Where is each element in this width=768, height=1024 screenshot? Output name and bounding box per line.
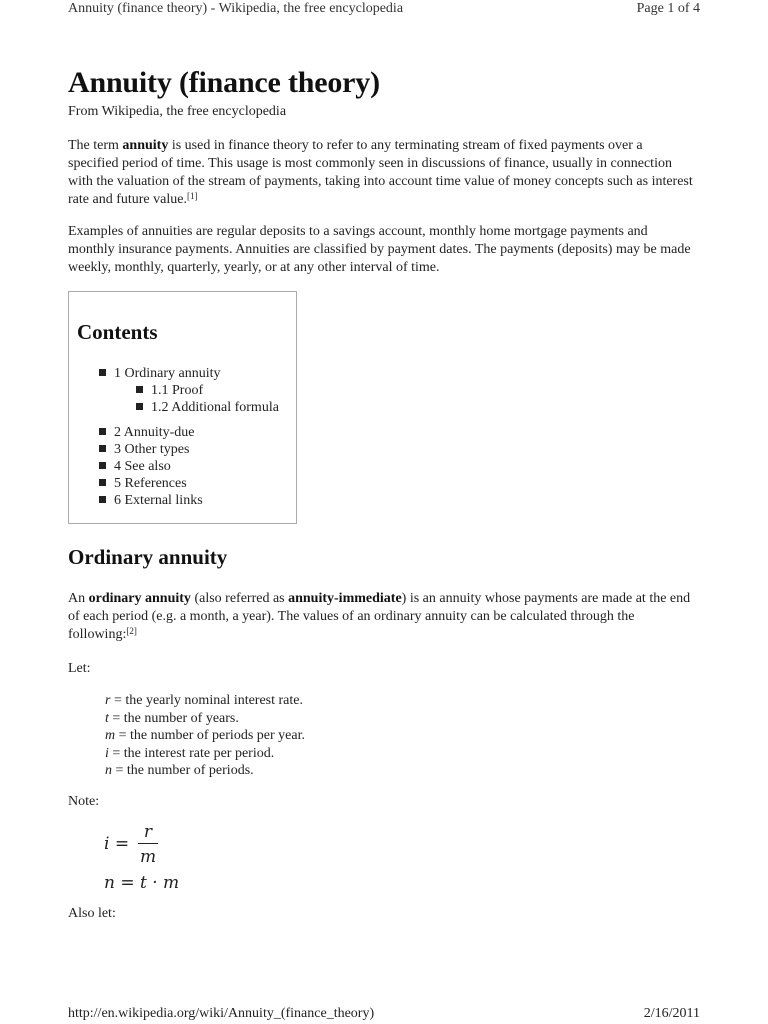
bullet-icon — [99, 479, 106, 486]
formula-number-of-periods: n = t · m — [104, 873, 180, 893]
footer-date: 2/16/2011 — [643, 1006, 700, 1021]
let-label: Let: — [68, 661, 91, 676]
toc-item-ordinary-annuity[interactable]: 1 Ordinary annuity — [99, 365, 221, 382]
bullet-icon — [99, 462, 106, 469]
bullet-icon — [99, 445, 106, 452]
toc-title: Contents — [77, 320, 158, 344]
also-let-label: Also let: — [68, 906, 116, 921]
toc-item-additional-formula[interactable]: 1.2 Additional formula — [136, 399, 279, 416]
citation-1[interactable]: [1] — [186, 191, 198, 201]
bullet-icon — [99, 496, 106, 503]
toc-item-external-links[interactable]: 6 External links — [99, 492, 203, 509]
intro-paragraph-1: The term annuity is used in finance theory to refer to any terminating stream of fixed payments over a specified period of time. This usage is most commonly seen in discussions of finance, usually in connection with the valuation of the stream of payments, taking into account time value of money concepts such as interest rate and future value.[1] — [68, 138, 693, 207]
section-heading-ordinary-annuity: Ordinary annuity — [68, 545, 228, 569]
definition-m: m = the number of periods per year. — [105, 728, 305, 743]
term-annuity: annuity — [122, 138, 169, 153]
table-of-contents — [68, 291, 297, 524]
bullet-icon — [136, 403, 143, 410]
toc-item-annuity-due[interactable]: 2 Annuity-due — [99, 424, 195, 441]
definition-r: r = the yearly nominal interest rate. — [105, 693, 304, 708]
formula-interest-per-period: i = r m — [104, 822, 157, 867]
intro-paragraph-2: Examples of annuities are regular deposits to a savings account, monthly home mortgage payments and monthly insurance payments. Annuities are classified by payment dates. The payments (deposits) may be made weekly, monthly, quarterly, yearly, or at any other interval of time. — [68, 224, 691, 275]
page-subtitle: From Wikipedia, the free encyclopedia — [68, 104, 287, 119]
toc-item-proof[interactable]: 1.1 Proof — [136, 382, 203, 399]
bullet-icon — [136, 386, 143, 393]
note-label: Note: — [68, 794, 100, 809]
citation-2[interactable]: [2] — [126, 626, 137, 636]
print-header-title: Annuity (finance theory) - Wikipedia, the free encyclopedia — [68, 1, 404, 16]
page-title: Annuity (finance theory) — [68, 66, 380, 99]
toc-item-other-types[interactable]: 3 Other types — [99, 441, 189, 458]
definition-n: n = the number of periods. — [105, 763, 254, 778]
bullet-icon — [99, 428, 106, 435]
toc-item-see-also[interactable]: 4 See also — [99, 458, 171, 475]
toc-item-references[interactable]: 5 References — [99, 475, 187, 492]
bullet-icon — [99, 369, 106, 376]
ordinary-annuity-paragraph: An ordinary annuity (also referred as annuity-immediate) is an annuity whose payments are made at the end of each period (e.g. a month, a year). The values of an ordinary annuity can be calculated through the following:[2] — [68, 591, 691, 642]
print-page-number: Page 1 of 4 — [636, 1, 700, 16]
definition-i: i = the interest rate per period. — [105, 745, 275, 761]
definition-t: t = the number of years. — [105, 710, 239, 726]
footer-url[interactable]: http://en.wikipedia.org/wiki/Annuity_(finance_theory) — [68, 1006, 375, 1021]
